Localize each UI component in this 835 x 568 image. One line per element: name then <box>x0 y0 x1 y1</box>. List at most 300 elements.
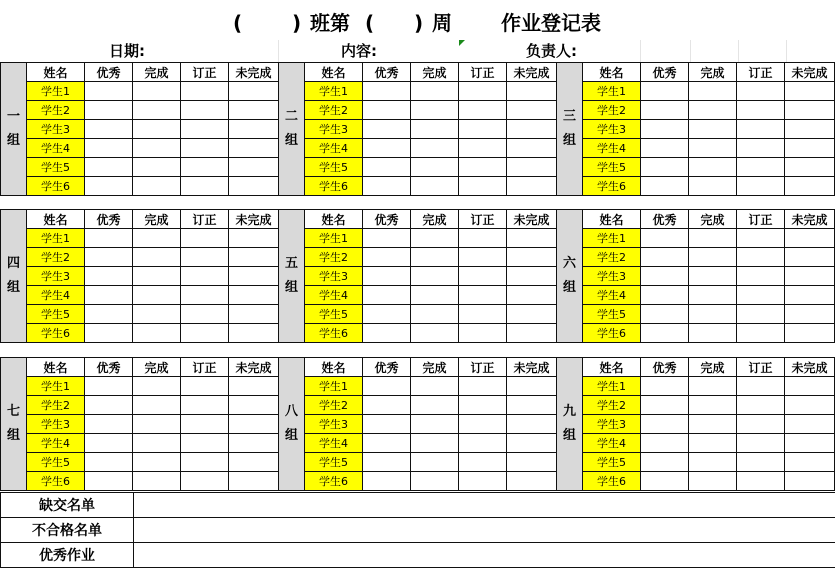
mark-cell[interactable] <box>181 324 229 343</box>
mark-cell[interactable] <box>85 101 133 120</box>
mark-cell[interactable] <box>181 415 229 434</box>
mark-cell[interactable] <box>507 324 557 343</box>
mark-cell[interactable] <box>363 286 411 305</box>
mark-cell[interactable] <box>181 101 229 120</box>
student-name[interactable]: 学生1 <box>305 229 363 248</box>
mark-cell[interactable] <box>785 101 835 120</box>
mark-cell[interactable] <box>689 453 737 472</box>
mark-cell[interactable] <box>363 120 411 139</box>
mark-cell[interactable] <box>641 177 689 196</box>
mark-cell[interactable] <box>737 453 785 472</box>
mark-cell[interactable] <box>411 434 459 453</box>
mark-cell[interactable] <box>411 453 459 472</box>
student-name[interactable]: 学生2 <box>305 396 363 415</box>
mark-cell[interactable] <box>459 177 507 196</box>
mark-cell[interactable] <box>229 377 279 396</box>
mark-cell[interactable] <box>785 396 835 415</box>
mark-cell[interactable] <box>181 177 229 196</box>
student-name[interactable]: 学生1 <box>583 82 641 101</box>
mark-cell[interactable] <box>229 396 279 415</box>
mark-cell[interactable] <box>411 377 459 396</box>
student-name[interactable]: 学生1 <box>583 229 641 248</box>
student-name[interactable]: 学生5 <box>27 158 85 177</box>
column-header: 订正 <box>181 63 229 82</box>
student-name[interactable]: 学生3 <box>27 415 85 434</box>
mark-cell[interactable] <box>133 415 181 434</box>
mark-cell[interactable] <box>133 177 181 196</box>
mark-cell[interactable] <box>507 286 557 305</box>
mark-cell[interactable] <box>229 267 279 286</box>
mark-cell[interactable] <box>229 305 279 324</box>
student-name[interactable]: 学生4 <box>583 434 641 453</box>
student-name[interactable]: 学生5 <box>583 453 641 472</box>
mark-cell[interactable] <box>411 177 459 196</box>
mark-cell[interactable] <box>641 396 689 415</box>
mark-cell[interactable] <box>641 267 689 286</box>
mark-cell[interactable] <box>641 158 689 177</box>
mark-cell[interactable] <box>689 415 737 434</box>
mark-cell[interactable] <box>689 101 737 120</box>
mark-cell[interactable] <box>85 472 133 491</box>
student-name[interactable]: 学生5 <box>305 453 363 472</box>
mark-cell[interactable] <box>363 324 411 343</box>
student-name[interactable]: 学生4 <box>583 286 641 305</box>
mark-cell[interactable] <box>229 472 279 491</box>
mark-cell[interactable] <box>459 415 507 434</box>
student-name[interactable]: 学生2 <box>27 101 85 120</box>
mark-cell[interactable] <box>459 324 507 343</box>
mark-cell[interactable] <box>459 453 507 472</box>
student-name[interactable]: 学生6 <box>583 324 641 343</box>
mark-cell[interactable] <box>459 472 507 491</box>
mark-cell[interactable] <box>363 101 411 120</box>
group-name: 五组 <box>279 210 305 343</box>
mark-cell[interactable] <box>133 472 181 491</box>
mark-cell[interactable] <box>785 415 835 434</box>
mark-cell[interactable] <box>411 472 459 491</box>
mark-cell[interactable] <box>785 377 835 396</box>
student-name[interactable]: 学生3 <box>583 267 641 286</box>
mark-cell[interactable] <box>85 177 133 196</box>
mark-cell[interactable] <box>411 120 459 139</box>
mark-cell[interactable] <box>507 267 557 286</box>
mark-cell[interactable] <box>689 286 737 305</box>
mark-cell[interactable] <box>181 377 229 396</box>
mark-cell[interactable] <box>785 82 835 101</box>
mark-cell[interactable] <box>737 415 785 434</box>
mark-cell[interactable] <box>689 139 737 158</box>
mark-cell[interactable] <box>641 139 689 158</box>
mark-cell[interactable] <box>641 434 689 453</box>
mark-cell[interactable] <box>229 82 279 101</box>
student-name[interactable]: 学生4 <box>583 139 641 158</box>
mark-cell[interactable] <box>689 324 737 343</box>
mark-cell[interactable] <box>411 267 459 286</box>
mark-cell[interactable] <box>411 229 459 248</box>
excellent-list-cell[interactable] <box>134 543 835 568</box>
mark-cell[interactable] <box>229 177 279 196</box>
mark-cell[interactable] <box>363 453 411 472</box>
mark-cell[interactable] <box>641 120 689 139</box>
title-close-paren-1: ) <box>292 11 302 35</box>
mark-cell[interactable] <box>689 248 737 267</box>
mark-cell[interactable] <box>785 434 835 453</box>
mark-cell[interactable] <box>411 248 459 267</box>
mark-cell[interactable] <box>85 229 133 248</box>
mark-cell[interactable] <box>689 177 737 196</box>
mark-cell[interactable] <box>507 229 557 248</box>
mark-cell[interactable] <box>737 158 785 177</box>
student-name[interactable]: 学生4 <box>305 286 363 305</box>
mark-cell[interactable] <box>181 396 229 415</box>
mark-cell[interactable] <box>85 396 133 415</box>
mark-cell[interactable] <box>411 305 459 324</box>
student-name[interactable]: 学生1 <box>305 377 363 396</box>
mark-cell[interactable] <box>737 248 785 267</box>
student-name[interactable]: 学生2 <box>27 248 85 267</box>
mark-cell[interactable] <box>507 139 557 158</box>
title-close-paren-2: ) <box>414 11 424 35</box>
mark-cell[interactable] <box>737 472 785 491</box>
student-row <box>557 453 835 472</box>
student-name[interactable]: 学生5 <box>305 158 363 177</box>
student-name[interactable]: 学生5 <box>27 453 85 472</box>
mark-cell[interactable] <box>181 248 229 267</box>
mark-cell[interactable] <box>133 82 181 101</box>
mark-cell[interactable] <box>459 101 507 120</box>
mark-cell[interactable] <box>229 453 279 472</box>
mark-cell[interactable] <box>785 139 835 158</box>
mark-cell[interactable] <box>641 229 689 248</box>
group-header-row <box>1 63 279 82</box>
mark-cell[interactable] <box>363 472 411 491</box>
mark-cell[interactable] <box>459 305 507 324</box>
mark-cell[interactable] <box>229 434 279 453</box>
student-name[interactable]: 学生6 <box>583 177 641 196</box>
student-name[interactable]: 学生3 <box>583 415 641 434</box>
mark-cell[interactable] <box>85 305 133 324</box>
mark-cell[interactable] <box>641 415 689 434</box>
mark-cell[interactable] <box>459 396 507 415</box>
mark-cell[interactable] <box>507 377 557 396</box>
student-name[interactable]: 学生6 <box>305 177 363 196</box>
title-class-text: 班第 <box>310 11 350 35</box>
mark-cell[interactable] <box>133 158 181 177</box>
mark-cell[interactable] <box>133 120 181 139</box>
mark-cell[interactable] <box>785 324 835 343</box>
student-name[interactable]: 学生1 <box>305 82 363 101</box>
student-row <box>1 324 279 343</box>
student-row <box>557 377 835 396</box>
student-row <box>557 267 835 286</box>
student-name[interactable]: 学生6 <box>27 472 85 491</box>
mark-cell[interactable] <box>181 472 229 491</box>
student-name[interactable]: 学生5 <box>27 305 85 324</box>
mark-cell[interactable] <box>181 305 229 324</box>
student-name[interactable]: 学生3 <box>305 120 363 139</box>
mark-cell[interactable] <box>181 120 229 139</box>
mark-cell[interactable] <box>85 248 133 267</box>
student-name[interactable]: 学生1 <box>27 229 85 248</box>
mark-cell[interactable] <box>363 248 411 267</box>
mark-cell[interactable] <box>737 101 785 120</box>
mark-cell[interactable] <box>641 101 689 120</box>
mark-cell[interactable] <box>133 453 181 472</box>
mark-cell[interactable] <box>411 158 459 177</box>
mark-cell[interactable] <box>689 82 737 101</box>
mark-cell[interactable] <box>785 120 835 139</box>
mark-cell[interactable] <box>229 229 279 248</box>
mark-cell[interactable] <box>689 120 737 139</box>
mark-cell[interactable] <box>459 286 507 305</box>
mark-cell[interactable] <box>641 248 689 267</box>
mark-cell[interactable] <box>689 472 737 491</box>
student-name[interactable]: 学生1 <box>27 377 85 396</box>
student-name[interactable]: 学生5 <box>583 158 641 177</box>
mark-cell[interactable] <box>641 305 689 324</box>
student-name[interactable]: 学生3 <box>305 267 363 286</box>
mark-cell[interactable] <box>459 120 507 139</box>
mark-cell[interactable] <box>507 82 557 101</box>
mark-cell[interactable] <box>737 324 785 343</box>
mark-cell[interactable] <box>181 286 229 305</box>
missing-label: 缺交名单 <box>1 493 134 518</box>
mark-cell[interactable] <box>459 158 507 177</box>
student-name[interactable]: 学生3 <box>305 415 363 434</box>
mark-cell[interactable] <box>689 267 737 286</box>
group-name: 二组 <box>279 63 305 196</box>
student-name[interactable]: 学生6 <box>583 472 641 491</box>
mark-cell[interactable] <box>641 286 689 305</box>
student-name[interactable]: 学生3 <box>27 267 85 286</box>
mark-cell[interactable] <box>507 177 557 196</box>
mark-cell[interactable] <box>133 101 181 120</box>
mark-cell[interactable] <box>363 396 411 415</box>
mark-cell[interactable] <box>363 82 411 101</box>
student-name[interactable]: 学生4 <box>305 434 363 453</box>
mark-cell[interactable] <box>181 229 229 248</box>
mark-cell[interactable] <box>689 229 737 248</box>
mark-cell[interactable] <box>85 286 133 305</box>
group-header-row <box>1 358 279 377</box>
student-name[interactable]: 学生4 <box>305 139 363 158</box>
mark-cell[interactable] <box>133 434 181 453</box>
mark-cell[interactable] <box>689 158 737 177</box>
mark-cell[interactable] <box>785 158 835 177</box>
mark-cell[interactable] <box>411 101 459 120</box>
mark-cell[interactable] <box>85 453 133 472</box>
student-name[interactable]: 学生2 <box>27 396 85 415</box>
mark-cell[interactable] <box>785 248 835 267</box>
mark-cell[interactable] <box>737 396 785 415</box>
mark-cell[interactable] <box>507 101 557 120</box>
mark-cell[interactable] <box>507 120 557 139</box>
mark-cell[interactable] <box>507 415 557 434</box>
mark-cell[interactable] <box>785 453 835 472</box>
mark-cell[interactable] <box>85 377 133 396</box>
mark-cell[interactable] <box>737 82 785 101</box>
mark-cell[interactable] <box>363 267 411 286</box>
mark-cell[interactable] <box>411 286 459 305</box>
mark-cell[interactable] <box>229 286 279 305</box>
mark-cell[interactable] <box>785 177 835 196</box>
mark-cell[interactable] <box>459 248 507 267</box>
mark-cell[interactable] <box>363 229 411 248</box>
mark-cell[interactable] <box>229 324 279 343</box>
group-table <box>278 62 557 196</box>
mark-cell[interactable] <box>181 82 229 101</box>
mark-cell[interactable] <box>229 120 279 139</box>
student-name[interactable]: 学生2 <box>583 396 641 415</box>
student-name[interactable]: 学生2 <box>305 101 363 120</box>
mark-cell[interactable] <box>507 248 557 267</box>
mark-cell[interactable] <box>85 120 133 139</box>
content-label[interactable]: 内容: <box>341 42 377 60</box>
mark-cell[interactable] <box>641 377 689 396</box>
mark-cell[interactable] <box>507 434 557 453</box>
mark-cell[interactable] <box>737 139 785 158</box>
mark-cell[interactable] <box>411 139 459 158</box>
group-name: 八组 <box>279 358 305 491</box>
mark-cell[interactable] <box>641 82 689 101</box>
mark-cell[interactable] <box>133 324 181 343</box>
student-name[interactable]: 学生5 <box>305 305 363 324</box>
mark-cell[interactable] <box>737 286 785 305</box>
mark-cell[interactable] <box>411 324 459 343</box>
mark-cell[interactable] <box>85 434 133 453</box>
mark-cell[interactable] <box>133 229 181 248</box>
student-name[interactable]: 学生6 <box>305 324 363 343</box>
student-name[interactable]: 学生2 <box>305 248 363 267</box>
failed-list-cell[interactable] <box>134 518 835 543</box>
mark-cell[interactable] <box>181 453 229 472</box>
mark-cell[interactable] <box>737 377 785 396</box>
mark-cell[interactable] <box>689 377 737 396</box>
mark-cell[interactable] <box>737 267 785 286</box>
student-name[interactable]: 学生1 <box>27 82 85 101</box>
mark-cell[interactable] <box>229 248 279 267</box>
mark-cell[interactable] <box>133 286 181 305</box>
mark-cell[interactable] <box>641 324 689 343</box>
mark-cell[interactable] <box>181 267 229 286</box>
mark-cell[interactable] <box>229 415 279 434</box>
student-name[interactable]: 学生2 <box>583 101 641 120</box>
mark-cell[interactable] <box>229 139 279 158</box>
mark-cell[interactable] <box>641 453 689 472</box>
mark-cell[interactable] <box>85 267 133 286</box>
mark-cell[interactable] <box>459 82 507 101</box>
mark-cell[interactable] <box>737 177 785 196</box>
mark-cell[interactable] <box>229 101 279 120</box>
mark-cell[interactable] <box>641 472 689 491</box>
mark-cell[interactable] <box>229 158 279 177</box>
mark-cell[interactable] <box>85 324 133 343</box>
mark-cell[interactable] <box>737 434 785 453</box>
mark-cell[interactable] <box>785 267 835 286</box>
mark-cell[interactable] <box>459 434 507 453</box>
mark-cell[interactable] <box>363 415 411 434</box>
mark-cell[interactable] <box>507 305 557 324</box>
column-header: 优秀 <box>641 210 689 229</box>
student-name[interactable]: 学生1 <box>583 377 641 396</box>
mark-cell[interactable] <box>507 453 557 472</box>
mark-cell[interactable] <box>507 158 557 177</box>
student-name[interactable]: 学生6 <box>27 177 85 196</box>
mark-cell[interactable] <box>411 415 459 434</box>
mark-cell[interactable] <box>85 158 133 177</box>
mark-cell[interactable] <box>459 229 507 248</box>
mark-cell[interactable] <box>689 434 737 453</box>
mark-cell[interactable] <box>459 267 507 286</box>
student-row <box>557 120 835 139</box>
date-label[interactable]: 日期: <box>109 42 145 60</box>
mark-cell[interactable] <box>133 248 181 267</box>
mark-cell[interactable] <box>133 139 181 158</box>
student-name[interactable]: 学生4 <box>27 434 85 453</box>
mark-cell[interactable] <box>689 396 737 415</box>
mark-cell[interactable] <box>785 305 835 324</box>
student-name[interactable]: 学生2 <box>583 248 641 267</box>
mark-cell[interactable] <box>85 82 133 101</box>
mark-cell[interactable] <box>737 229 785 248</box>
mark-cell[interactable] <box>785 229 835 248</box>
student-name[interactable]: 学生3 <box>583 120 641 139</box>
student-name[interactable]: 学生4 <box>27 139 85 158</box>
student-row <box>557 396 835 415</box>
student-name[interactable]: 学生5 <box>583 305 641 324</box>
failed-label: 不合格名单 <box>1 518 134 543</box>
mark-cell[interactable] <box>133 305 181 324</box>
mark-cell[interactable] <box>737 305 785 324</box>
mark-cell[interactable] <box>459 377 507 396</box>
mark-cell[interactable] <box>363 139 411 158</box>
mark-cell[interactable] <box>133 396 181 415</box>
mark-cell[interactable] <box>689 305 737 324</box>
student-name[interactable]: 学生3 <box>27 120 85 139</box>
mark-cell[interactable] <box>181 139 229 158</box>
student-name[interactable]: 学生6 <box>27 324 85 343</box>
mark-cell[interactable] <box>785 472 835 491</box>
mark-cell[interactable] <box>785 286 835 305</box>
mark-cell[interactable] <box>363 305 411 324</box>
student-name[interactable]: 学生6 <box>305 472 363 491</box>
mark-cell[interactable] <box>507 396 557 415</box>
student-name[interactable]: 学生4 <box>27 286 85 305</box>
mark-cell[interactable] <box>411 396 459 415</box>
column-header: 完成 <box>689 63 737 82</box>
mark-cell[interactable] <box>507 472 557 491</box>
mark-cell[interactable] <box>411 82 459 101</box>
student-row <box>557 324 835 343</box>
mark-cell[interactable] <box>85 139 133 158</box>
mark-cell[interactable] <box>363 158 411 177</box>
mark-cell[interactable] <box>85 415 133 434</box>
mark-cell[interactable] <box>363 377 411 396</box>
mark-cell[interactable] <box>459 139 507 158</box>
column-header: 未完成 <box>785 63 835 82</box>
person-label[interactable]: 负责人: <box>526 42 577 60</box>
info-divider <box>690 40 691 62</box>
missing-list-cell[interactable] <box>134 493 835 518</box>
mark-cell[interactable] <box>363 177 411 196</box>
mark-cell[interactable] <box>363 434 411 453</box>
column-header: 姓名 <box>583 358 641 377</box>
mark-cell[interactable] <box>133 377 181 396</box>
mark-cell[interactable] <box>181 434 229 453</box>
mark-cell[interactable] <box>737 120 785 139</box>
mark-cell[interactable] <box>181 158 229 177</box>
mark-cell[interactable] <box>133 267 181 286</box>
